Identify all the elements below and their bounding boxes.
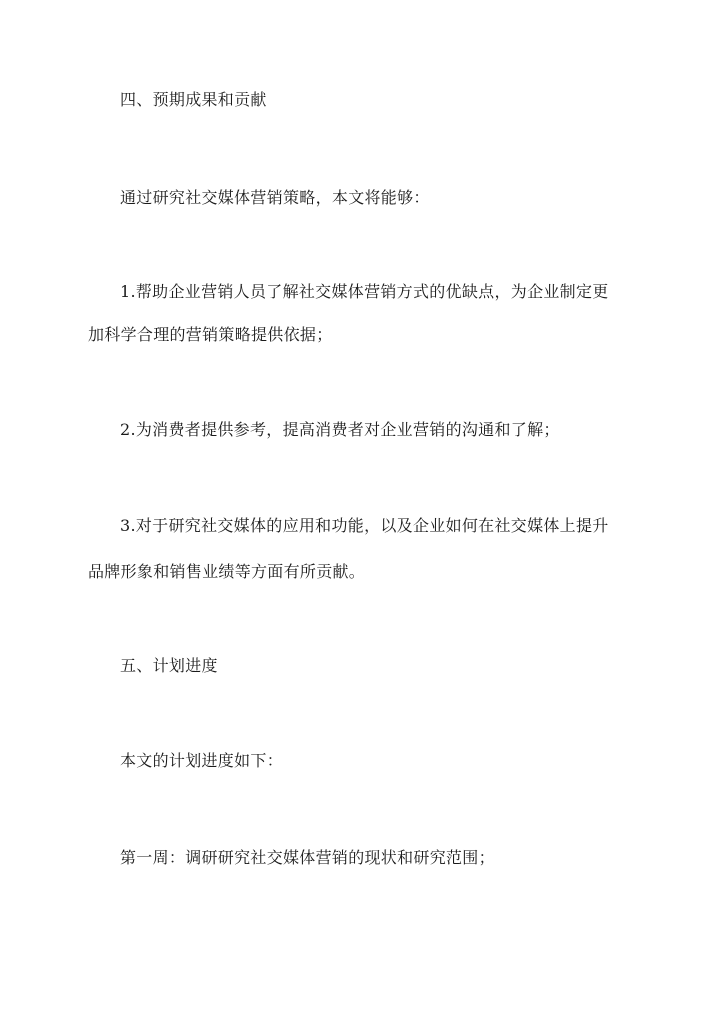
section-intro-paragraph: 通过研究社交媒体营销策略，本文将能够：: [120, 188, 430, 207]
section-heading-expected-results: 四、预期成果和贡献: [120, 90, 267, 109]
list-item-1-line-2: 加科学合理的营销策略提供依据；: [88, 325, 333, 344]
list-item-1-line-1: 1.帮助企业营销人员了解社交媒体营销方式的优缺点，为企业制定更: [120, 282, 609, 301]
list-item-3-line-2: 品牌形象和销售业绩等方面有所贡献。: [88, 562, 366, 581]
list-item-3-line-1: 3.对于研究社交媒体的应用和功能，以及企业如何在社交媒体上提升: [120, 516, 609, 535]
list-item-2: 2.为消费者提供参考，提高消费者对企业营销的沟通和了解；: [120, 420, 560, 439]
section-heading-schedule: 五、计划进度: [120, 656, 218, 675]
schedule-intro-paragraph: 本文的计划进度如下：: [120, 751, 284, 770]
schedule-week-1: 第一周：调研研究社交媒体营销的现状和研究范围；: [120, 848, 495, 867]
